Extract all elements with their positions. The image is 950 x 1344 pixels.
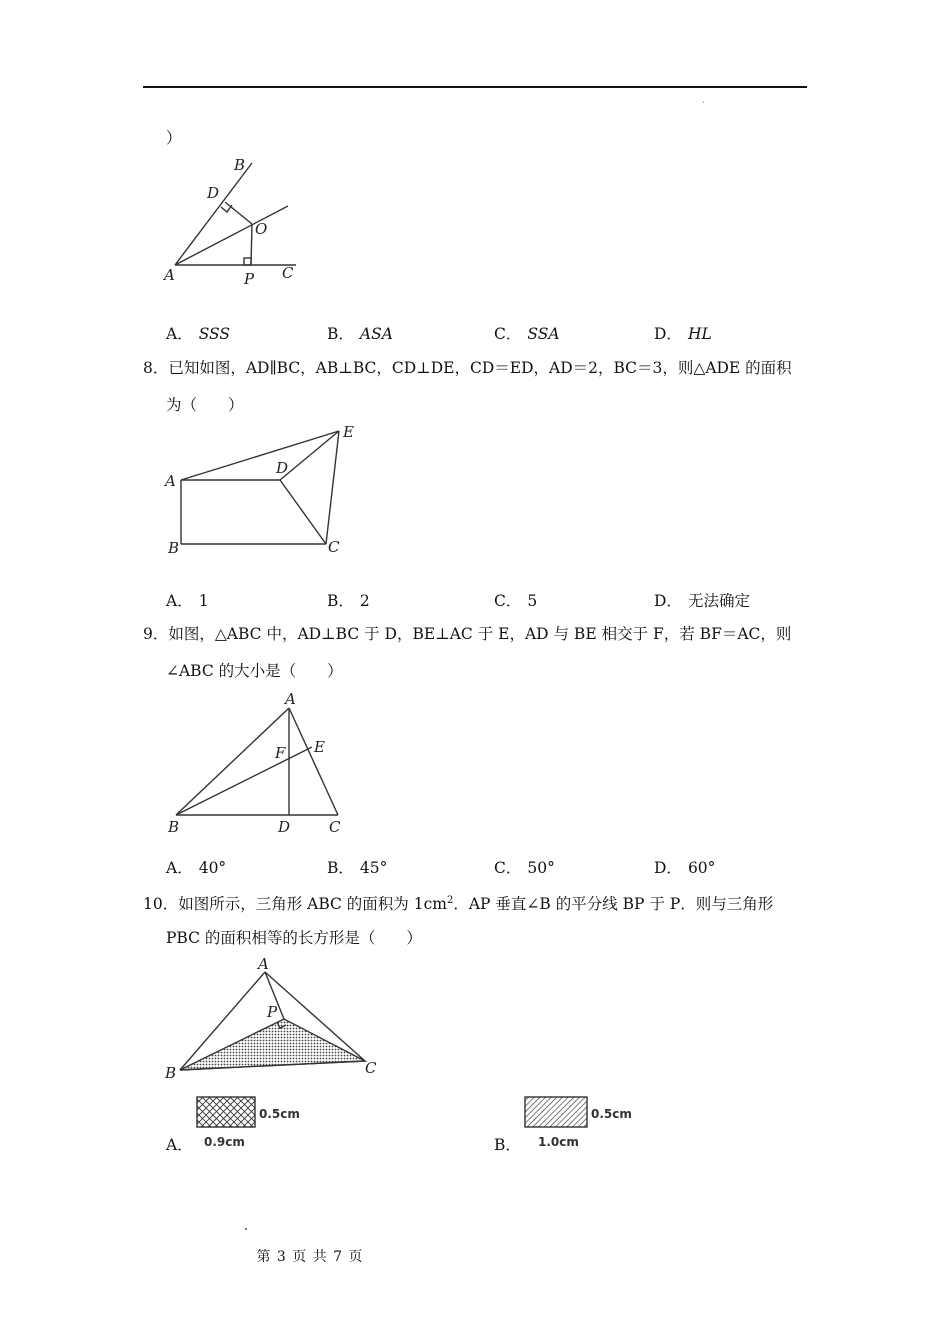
q8-question-line2: 为（ ） — [166, 396, 244, 414]
q7-label-D: D — [207, 184, 220, 202]
q7-label-P: P — [244, 270, 255, 288]
option-label: A． — [166, 859, 193, 877]
option-label: C． — [494, 592, 522, 610]
option-text: SSA — [527, 325, 560, 343]
q9-figure — [160, 688, 360, 838]
option-text: 40° — [198, 859, 227, 877]
q10-line1-part2: ．AP 垂直∠B 的平分线 BP 于 P．则与三角形 — [453, 895, 774, 914]
option-text: 45° — [359, 859, 388, 877]
q9-option-c[interactable] — [494, 856, 555, 878]
option-text: ASA — [359, 325, 393, 343]
header-rule — [143, 86, 807, 88]
q8-figure — [160, 418, 370, 563]
option-text: HL — [687, 325, 712, 343]
option-text: 5 — [527, 592, 538, 610]
q8-label-D: D — [276, 459, 289, 477]
q7-label-C: C — [282, 264, 294, 282]
q10-question-line2: PBC 的面积相等的长方形是（ ） — [166, 929, 422, 947]
q10-b-height-label: 0.5cm — [591, 1107, 632, 1121]
q10-figure — [160, 955, 390, 1085]
option-label: C． — [494, 325, 522, 343]
option-text: 50° — [527, 859, 555, 877]
q8-option-c[interactable] — [494, 589, 537, 611]
option-text: 2 — [359, 592, 370, 610]
q9-question-line2: ∠ABC 的大小是（ ） — [166, 662, 343, 680]
q9-label-B: B — [168, 818, 180, 836]
q8-label-A: A — [165, 472, 176, 490]
q8-label-C: C — [328, 538, 340, 556]
option-text: 60° — [687, 859, 716, 877]
q9-label-F: F — [275, 744, 286, 762]
page-footer: 第 3 页 共 7 页 — [256, 1249, 364, 1265]
option-label: B． — [494, 1136, 521, 1154]
q8-option-a[interactable] — [166, 589, 209, 611]
q10-question-line1 — [143, 890, 773, 915]
q9-question-line1: 9．如图，△ABC 中，AD⊥BC 于 D，BE⊥AC 于 E，AD 与 BE 相交于 F，若 BF＝AC，则 — [143, 625, 792, 643]
q7-label-O: O — [255, 220, 268, 238]
q10-label-C: C — [365, 1059, 377, 1077]
q9-label-D: D — [278, 818, 291, 836]
q7-figure — [160, 150, 310, 290]
option-label: C． — [494, 859, 522, 877]
q7-option-d[interactable] — [654, 322, 712, 344]
option-label: A． — [166, 1136, 193, 1154]
q10-b-width-label: 1.0cm — [538, 1135, 579, 1149]
q10-option-b-rectangle[interactable] — [520, 1094, 640, 1154]
option-label: D． — [654, 592, 682, 610]
q7-tail: ） — [166, 129, 182, 147]
option-label: B． — [327, 592, 354, 610]
option-label: D． — [654, 859, 682, 877]
q9-label-C: C — [329, 818, 341, 836]
option-label: A． — [166, 592, 193, 610]
q10-a-width-label: 0.9cm — [204, 1135, 245, 1149]
q7-option-a[interactable] — [166, 322, 230, 344]
q10-option-a-rectangle[interactable] — [192, 1094, 312, 1154]
q10-line1-part1: 10．如图所示，三角形 ABC 的面积为 1cm — [143, 895, 447, 914]
option-label: B． — [327, 325, 354, 343]
option-text: 1 — [198, 592, 209, 610]
stray-dot — [245, 1228, 247, 1230]
option-label: D． — [654, 325, 682, 343]
q10-label-A: A — [258, 955, 269, 973]
q9-label-A: A — [285, 690, 296, 708]
q10-label-B: B — [165, 1064, 177, 1082]
q8-label-E: E — [343, 423, 354, 441]
option-text: 无法确定 — [687, 592, 750, 610]
q9-option-d[interactable] — [654, 856, 715, 878]
q8-option-b[interactable] — [327, 589, 370, 611]
q10-label-P: P — [267, 1003, 278, 1021]
q9-label-E: E — [314, 738, 325, 756]
q10-superscript: 2 — [446, 895, 454, 906]
q7-option-b[interactable] — [327, 322, 393, 344]
header-dot: . — [702, 95, 706, 106]
q10-a-height-label: 0.5cm — [259, 1107, 300, 1121]
q8-label-B: B — [168, 539, 180, 557]
q8-option-d[interactable] — [654, 589, 750, 611]
q7-label-B: B — [234, 156, 246, 174]
q7-label-A: A — [164, 266, 175, 284]
q9-option-a[interactable] — [166, 856, 226, 878]
option-label: B． — [327, 859, 354, 877]
option-text: SSS — [198, 325, 231, 343]
q7-option-c[interactable] — [494, 322, 560, 344]
q8-question-line1: 8．已知如图，AD∥BC，AB⊥BC，CD⊥DE，CD＝ED，AD＝2，BC＝3，则△ADE 的面积 — [143, 359, 792, 377]
q9-option-b[interactable] — [327, 856, 387, 878]
option-label: A． — [166, 325, 193, 343]
